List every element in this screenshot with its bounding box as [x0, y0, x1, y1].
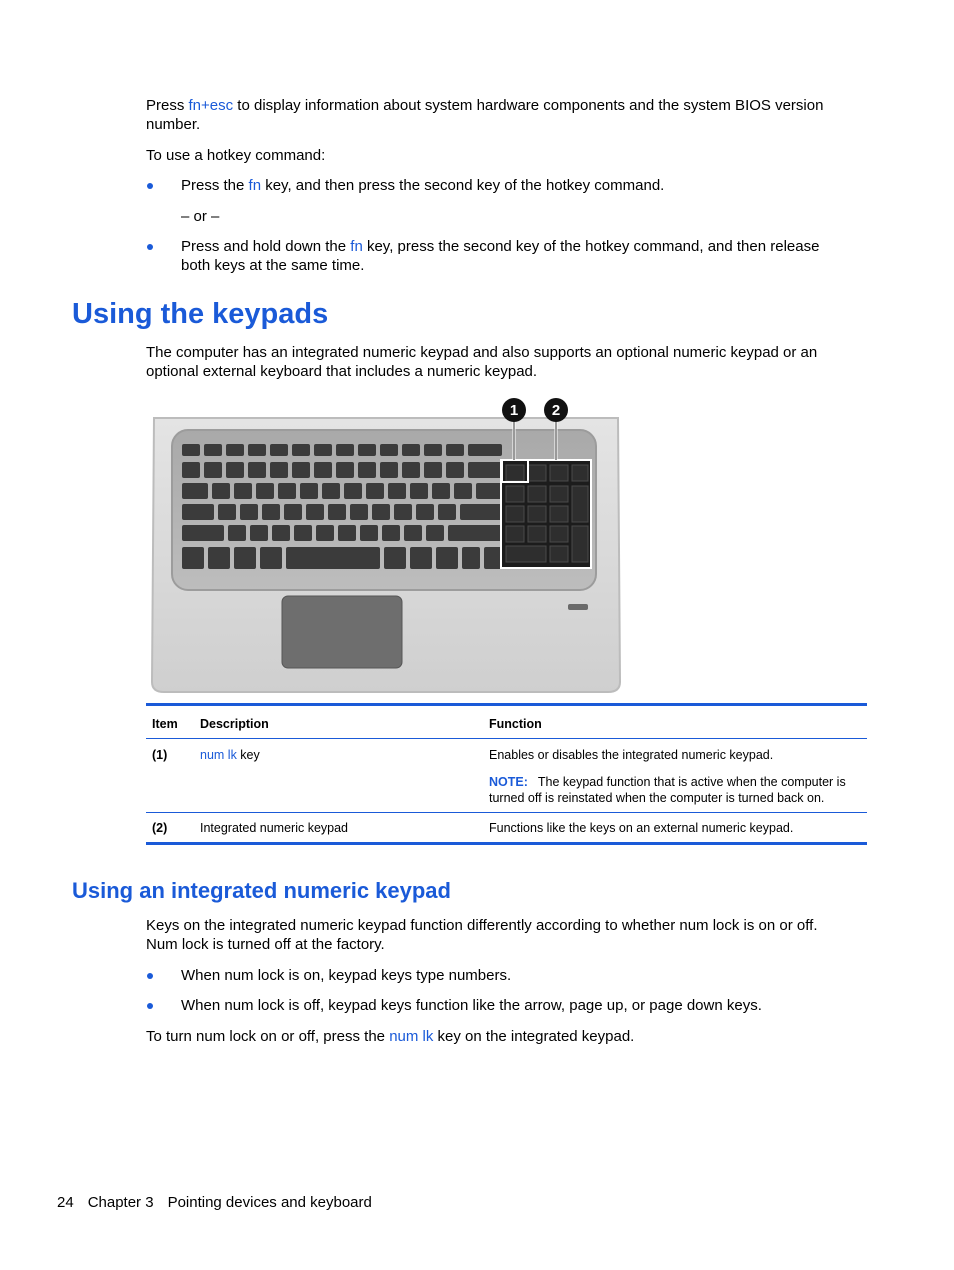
- fn-key-term: fn: [350, 238, 363, 255]
- table-bottom-rule: [146, 842, 867, 845]
- or-separator: – or –: [181, 208, 220, 225]
- keypads-paragraph-line1: The computer has an integrated numeric keypad and also supports an optional numeric keypad or an: [146, 344, 818, 361]
- row1-function: Enables or disables the integrated numeric keypad.: [489, 748, 774, 762]
- bullet-icon: [147, 244, 153, 250]
- bullet-hotkey-hold-line2: both keys at the same time.: [181, 257, 365, 274]
- bullet-icon: [147, 1003, 153, 1009]
- components-table: [146, 703, 867, 845]
- table-row: [146, 739, 867, 812]
- row2-description: Integrated numeric keypad: [200, 821, 349, 835]
- callout-2: 2: [551, 402, 561, 419]
- section-title-integrated-keypad: Using an integrated numeric keypad: [72, 878, 451, 903]
- keyboard-illustration: [146, 392, 626, 696]
- row1-item: (1): [152, 748, 168, 762]
- bullet-icon: [147, 183, 153, 189]
- table-row: [146, 813, 867, 842]
- toggle-num-lock-paragraph: To turn num lock on or off, press the num lk key on the integrated keypad.: [146, 1028, 635, 1045]
- bullet-num-lock-off: When num lock is off, keypad keys function like the arrow, page up, or page down keys.: [181, 997, 762, 1014]
- note-label: NOTE:: [489, 775, 528, 789]
- intro-paragraph-line1: Press fn+esc to display information about system hardware components and the system BIOS version: [146, 97, 824, 114]
- row1-note-line2: turned off is reinstated when the computer is turned back on.: [489, 791, 825, 805]
- hotkey-instructions-lead: To use a hotkey command:: [146, 147, 326, 164]
- header-item: Item: [152, 717, 178, 731]
- chapter-title: Pointing devices and keyboard: [167, 1194, 372, 1211]
- bullet-hotkey-hold-line1: Press and hold down the fn key, press the second key of the hotkey command, and then release: [181, 238, 820, 255]
- page-number: 24: [57, 1194, 74, 1211]
- keypads-paragraph-line2: optional external keyboard that includes a numeric keypad.: [146, 363, 538, 380]
- page-footer: [57, 1193, 386, 1212]
- header-function: Function: [489, 717, 542, 731]
- chapter-label: Chapter 3: [87, 1194, 154, 1211]
- integrated-keypad-paragraph-line2: Num lock is turned off at the factory.: [146, 936, 385, 953]
- row2-item: (2): [152, 821, 168, 835]
- row1-note: NOTE: The keypad function that is active when the computer is: [489, 775, 846, 789]
- num-lk-key-term: num lk: [389, 1028, 434, 1045]
- bullet-num-lock-on: When num lock is on, keypad keys type numbers.: [181, 967, 512, 984]
- bullet-icon: [147, 973, 153, 979]
- fn-key-term: fn: [248, 177, 262, 194]
- row2-function: Functions like the keys on an external numeric keypad.: [489, 821, 794, 835]
- callout-1: 1: [509, 402, 519, 419]
- intro-paragraph-line2: number.: [146, 116, 201, 133]
- bullet-hotkey-press: Press the fn key, and then press the second key of the hotkey command.: [181, 177, 665, 194]
- header-description: Description: [200, 717, 269, 731]
- hotkey-fn-esc: fn+esc: [188, 97, 234, 114]
- row1-description: num lk key: [200, 748, 260, 762]
- table-header-row: [146, 706, 867, 738]
- integrated-keypad-paragraph-line1: Keys on the integrated numeric keypad function differently according to whether num lock is on or off.: [146, 917, 818, 934]
- num-lk-key-term: num lk: [200, 748, 237, 762]
- section-title-using-keypads: Using the keypads: [72, 298, 329, 330]
